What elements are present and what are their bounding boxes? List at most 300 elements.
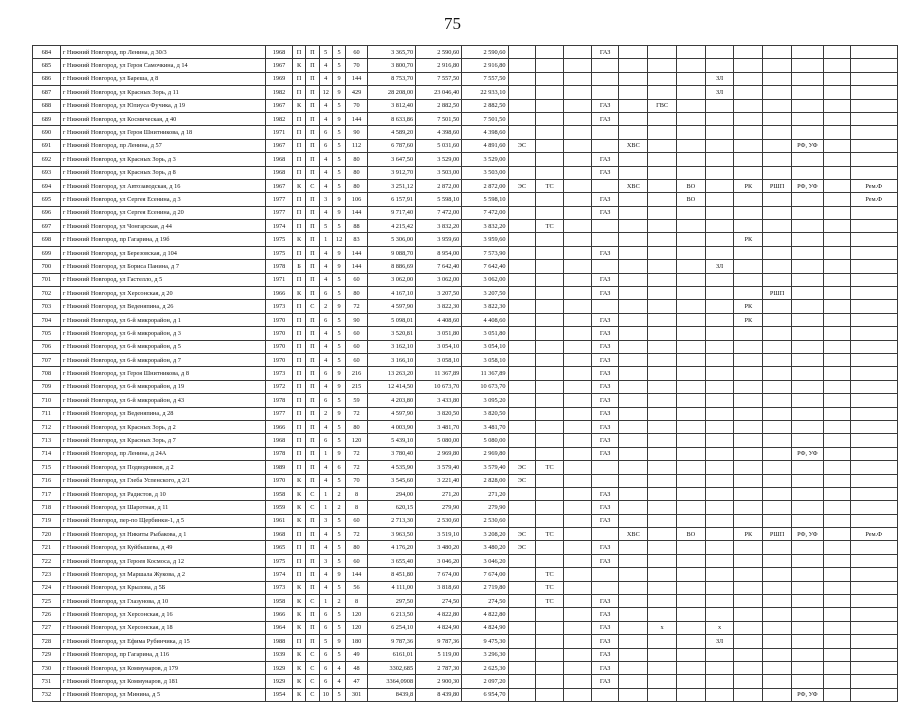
- cell-wall-material: П: [292, 407, 305, 420]
- cell-total-area: 3 062,00: [367, 273, 415, 286]
- cell-row-number: 690: [33, 126, 61, 139]
- cell-entrances: 2: [319, 300, 332, 313]
- cell-zl-mark: [705, 139, 734, 152]
- cell-address: г Нижний Новгород, ул Красных Зорь, д 8: [60, 166, 265, 179]
- cell-facade-mark: [791, 420, 823, 433]
- cell-zl-mark: [705, 608, 734, 621]
- cell-gaz-mark: [591, 568, 619, 581]
- cell-build-year: 1971: [266, 126, 293, 139]
- cell-remf-mark: [850, 595, 897, 608]
- table-row: [33, 581, 898, 594]
- cell-vo-mark: [676, 688, 705, 701]
- cell-rk-mark: РК: [734, 313, 763, 326]
- table-row: [33, 220, 898, 233]
- cell-gaz-mark: ГАЗ: [591, 153, 619, 166]
- cell-rk-mark: [734, 675, 763, 688]
- cell-gaz-mark: ГАЗ: [591, 407, 619, 420]
- table-row: [33, 367, 898, 380]
- cell-col-22: [823, 595, 850, 608]
- cell-floor-material: С: [306, 595, 319, 608]
- cell-floors: 2: [332, 487, 345, 500]
- cell-entrances: 4: [319, 273, 332, 286]
- cell-build-year: 1977: [266, 206, 293, 219]
- cell-rk-mark: [734, 688, 763, 701]
- cell-apartments: 70: [346, 59, 368, 72]
- cell-entrances: 4: [319, 353, 332, 366]
- cell-remf-mark: [850, 394, 897, 407]
- cell-col-22: [823, 568, 850, 581]
- cell-col-22: [823, 635, 850, 648]
- cell-wall-material: К: [292, 179, 305, 192]
- cell-address: г Нижний Новгород, ул Минина, д 5: [60, 688, 265, 701]
- cell-row-number: 684: [33, 46, 61, 59]
- cell-gvs-mark: [648, 300, 677, 313]
- cell-hvs-mark: [619, 313, 648, 326]
- cell-living-area: 11 367,89: [416, 367, 462, 380]
- cell-col-22: [823, 474, 850, 487]
- table-row: [33, 260, 898, 273]
- cell-living-area: 3 207,50: [416, 287, 462, 300]
- cell-wall-material: П: [292, 166, 305, 179]
- cell-floors: 5: [332, 313, 345, 326]
- cell-build-year: 1929: [266, 661, 293, 674]
- table-row: [33, 126, 898, 139]
- cell-residential-area: 3 062,00: [462, 273, 508, 286]
- cell-rshp-mark: [763, 461, 792, 474]
- cell-es-mark: [508, 420, 536, 433]
- cell-gvs-mark: [648, 287, 677, 300]
- table-row: [33, 434, 898, 447]
- cell-gaz-mark: ГАЗ: [591, 246, 619, 259]
- cell-living-area: 3 818,60: [416, 581, 462, 594]
- cell-address: г Нижний Новгород, ул Крылова, д 5Б: [60, 581, 265, 594]
- cell-rshp-mark: [763, 206, 792, 219]
- cell-rshp-mark: [763, 46, 792, 59]
- cell-col-12: [564, 327, 592, 340]
- cell-build-year: 1958: [266, 595, 293, 608]
- table-row: [33, 541, 898, 554]
- cell-gaz-mark: ГАЗ: [591, 447, 619, 460]
- cell-zl-mark: [705, 193, 734, 206]
- cell-floors: 5: [332, 273, 345, 286]
- cell-living-area: 2 872,00: [416, 179, 462, 192]
- table-row: [33, 528, 898, 541]
- cell-vo-mark: [676, 313, 705, 326]
- cell-remf-mark: Рем.Ф: [850, 193, 897, 206]
- cell-hvs-mark: [619, 99, 648, 112]
- cell-address: г Нижний Новгород, ул Героя Шнитникова, д 8: [60, 367, 265, 380]
- cell-facade-mark: [791, 126, 823, 139]
- cell-floors: 9: [332, 300, 345, 313]
- cell-floors: 9: [332, 206, 345, 219]
- cell-wall-material: П: [292, 313, 305, 326]
- cell-zl-mark: ЗЛ: [705, 86, 734, 99]
- cell-total-area: 4 215,42: [367, 220, 415, 233]
- cell-row-number: 717: [33, 487, 61, 500]
- cell-apartments: 120: [346, 608, 368, 621]
- cell-gaz-mark: [591, 233, 619, 246]
- table-row: [33, 461, 898, 474]
- cell-residential-area: 4 822,80: [462, 608, 508, 621]
- cell-hvs-mark: [619, 233, 648, 246]
- cell-gaz-mark: [591, 139, 619, 152]
- cell-hvs-mark: [619, 420, 648, 433]
- cell-entrances: 4: [319, 59, 332, 72]
- cell-col-12: [564, 420, 592, 433]
- cell-remf-mark: [850, 340, 897, 353]
- cell-build-year: 1966: [266, 608, 293, 621]
- cell-build-year: 1977: [266, 193, 293, 206]
- cell-entrances: 4: [319, 72, 332, 85]
- cell-gvs-mark: [648, 608, 677, 621]
- cell-residential-area: 4 408,60: [462, 313, 508, 326]
- cell-remf-mark: [850, 112, 897, 125]
- cell-es-mark: [508, 661, 536, 674]
- cell-gaz-mark: ГАЗ: [591, 554, 619, 567]
- cell-ts-mark: [536, 139, 564, 152]
- cell-wall-material: П: [292, 112, 305, 125]
- cell-apartments: 72: [346, 528, 368, 541]
- cell-facade-mark: [791, 166, 823, 179]
- cell-entrances: 2: [319, 407, 332, 420]
- cell-rk-mark: [734, 139, 763, 152]
- cell-living-area: 2 590,60: [416, 46, 462, 59]
- cell-total-area: 5 439,10: [367, 434, 415, 447]
- cell-es-mark: [508, 246, 536, 259]
- cell-remf-mark: [850, 46, 897, 59]
- cell-facade-mark: [791, 353, 823, 366]
- cell-gvs-mark: [648, 487, 677, 500]
- cell-ts-mark: [536, 635, 564, 648]
- cell-gaz-mark: ГАЗ: [591, 621, 619, 634]
- cell-entrances: 6: [319, 139, 332, 152]
- cell-remf-mark: [850, 327, 897, 340]
- cell-wall-material: П: [292, 461, 305, 474]
- cell-col-12: [564, 608, 592, 621]
- cell-col-22: [823, 420, 850, 433]
- cell-ts-mark: [536, 407, 564, 420]
- cell-gaz-mark: ГАЗ: [591, 648, 619, 661]
- table-row: [33, 487, 898, 500]
- cell-facade-mark: РФ, УФ: [791, 447, 823, 460]
- cell-total-area: 4 111,00: [367, 581, 415, 594]
- cell-address: г Нижний Новгород, ул Космическая, д 40: [60, 112, 265, 125]
- cell-build-year: 1975: [266, 554, 293, 567]
- cell-hvs-mark: [619, 595, 648, 608]
- cell-floors: 5: [332, 327, 345, 340]
- cell-gvs-mark: [648, 260, 677, 273]
- cell-ts-mark: ТС: [536, 581, 564, 594]
- cell-apartments: 144: [346, 112, 368, 125]
- cell-address: г Нижний Новгород, ул Куйбышева, д 49: [60, 541, 265, 554]
- cell-address: г Нижний Новгород, ул Никиты Рыбакова, д 1: [60, 528, 265, 541]
- cell-gvs-mark: [648, 206, 677, 219]
- cell-zl-mark: [705, 648, 734, 661]
- cell-col-22: [823, 447, 850, 460]
- cell-gvs-mark: [648, 434, 677, 447]
- cell-zl-mark: [705, 487, 734, 500]
- cell-total-area: 8 633,86: [367, 112, 415, 125]
- cell-ts-mark: [536, 447, 564, 460]
- cell-living-area: 3 221,40: [416, 474, 462, 487]
- cell-facade-mark: [791, 86, 823, 99]
- cell-rk-mark: [734, 193, 763, 206]
- cell-remf-mark: [850, 86, 897, 99]
- cell-floor-material: П: [306, 313, 319, 326]
- cell-build-year: 1977: [266, 407, 293, 420]
- cell-entrances: 6: [319, 287, 332, 300]
- cell-col-12: [564, 46, 592, 59]
- cell-row-number: 729: [33, 648, 61, 661]
- cell-living-area: 3 519,10: [416, 528, 462, 541]
- cell-floor-material: П: [306, 380, 319, 393]
- cell-vo-mark: [676, 300, 705, 313]
- cell-vo-mark: ВО: [676, 179, 705, 192]
- cell-total-area: 8439,8: [367, 688, 415, 701]
- cell-address: г Нижний Новгород, ул Бареша, д 8: [60, 72, 265, 85]
- cell-wall-material: К: [292, 608, 305, 621]
- cell-living-area: 7 501,50: [416, 112, 462, 125]
- cell-row-number: 711: [33, 407, 61, 420]
- cell-floor-material: П: [306, 568, 319, 581]
- cell-gvs-mark: [648, 59, 677, 72]
- cell-es-mark: [508, 300, 536, 313]
- cell-rshp-mark: [763, 434, 792, 447]
- cell-col-12: [564, 260, 592, 273]
- cell-rshp-mark: [763, 99, 792, 112]
- cell-residential-area: 4 824,90: [462, 621, 508, 634]
- cell-address: г Нижний Новгород, ул 6-й микрорайон, д 7: [60, 353, 265, 366]
- cell-remf-mark: [850, 474, 897, 487]
- cell-zl-mark: [705, 46, 734, 59]
- cell-row-number: 698: [33, 233, 61, 246]
- cell-living-area: 3 959,60: [416, 233, 462, 246]
- cell-residential-area: 4 891,60: [462, 139, 508, 152]
- cell-gvs-mark: [648, 394, 677, 407]
- cell-floor-material: П: [306, 139, 319, 152]
- cell-ts-mark: [536, 86, 564, 99]
- cell-apartments: 59: [346, 394, 368, 407]
- cell-address: г Нижний Новгород, ул Глазунова, д 10: [60, 595, 265, 608]
- cell-wall-material: Б: [292, 260, 305, 273]
- cell-hvs-mark: [619, 246, 648, 259]
- cell-gaz-mark: ГАЗ: [591, 340, 619, 353]
- cell-wall-material: П: [292, 380, 305, 393]
- cell-zl-mark: [705, 541, 734, 554]
- cell-total-area: 4 176,20: [367, 541, 415, 554]
- cell-floors: 5: [332, 474, 345, 487]
- cell-wall-material: П: [292, 220, 305, 233]
- cell-remf-mark: Рем.Ф: [850, 179, 897, 192]
- cell-entrances: 4: [319, 206, 332, 219]
- cell-vo-mark: [676, 635, 705, 648]
- cell-residential-area: 7 674,00: [462, 568, 508, 581]
- cell-ts-mark: [536, 153, 564, 166]
- cell-address: г Нижний Новгород, ул Героев Космоса, д 12: [60, 554, 265, 567]
- cell-hvs-mark: [619, 407, 648, 420]
- cell-apartments: 80: [346, 153, 368, 166]
- cell-es-mark: ЭС: [508, 528, 536, 541]
- cell-hvs-mark: [619, 112, 648, 125]
- cell-gvs-mark: [648, 246, 677, 259]
- cell-residential-area: 3 296,30: [462, 648, 508, 661]
- cell-apartments: 429: [346, 86, 368, 99]
- cell-floor-material: П: [306, 72, 319, 85]
- cell-hvs-mark: [619, 635, 648, 648]
- cell-hvs-mark: [619, 300, 648, 313]
- cell-floors: 5: [332, 166, 345, 179]
- cell-floor-material: П: [306, 246, 319, 259]
- cell-ts-mark: [536, 554, 564, 567]
- cell-gaz-mark: ГАЗ: [591, 595, 619, 608]
- cell-zl-mark: [705, 313, 734, 326]
- cell-living-area: 3 058,10: [416, 353, 462, 366]
- cell-rk-mark: [734, 487, 763, 500]
- cell-ts-mark: [536, 273, 564, 286]
- cell-row-number: 714: [33, 447, 61, 460]
- cell-living-area: 279,90: [416, 501, 462, 514]
- cell-vo-mark: [676, 661, 705, 674]
- cell-apartments: 48: [346, 661, 368, 674]
- cell-gaz-mark: ГАЗ: [591, 193, 619, 206]
- cell-rk-mark: [734, 541, 763, 554]
- cell-entrances: 4: [319, 420, 332, 433]
- cell-rshp-mark: [763, 72, 792, 85]
- cell-col-22: [823, 260, 850, 273]
- cell-floor-material: П: [306, 59, 319, 72]
- cell-gaz-mark: ГАЗ: [591, 675, 619, 688]
- cell-remf-mark: [850, 139, 897, 152]
- cell-row-number: 724: [33, 581, 61, 594]
- cell-hvs-mark: [619, 166, 648, 179]
- cell-rk-mark: РК: [734, 300, 763, 313]
- cell-entrances: 6: [319, 621, 332, 634]
- cell-wall-material: П: [292, 193, 305, 206]
- table-row: [33, 193, 898, 206]
- table-row: [33, 59, 898, 72]
- cell-zl-mark: [705, 300, 734, 313]
- cell-living-area: 2 530,60: [416, 514, 462, 527]
- cell-ts-mark: ТС: [536, 528, 564, 541]
- cell-col-12: [564, 193, 592, 206]
- cell-wall-material: К: [292, 487, 305, 500]
- cell-zl-mark: [705, 246, 734, 259]
- cell-gvs-mark: [648, 554, 677, 567]
- cell-col-12: [564, 568, 592, 581]
- cell-col-12: [564, 273, 592, 286]
- cell-build-year: 1974: [266, 568, 293, 581]
- cell-gaz-mark: ГАЗ: [591, 608, 619, 621]
- cell-residential-area: 271,20: [462, 487, 508, 500]
- table-row: [33, 595, 898, 608]
- cell-residential-area: 9 475,30: [462, 635, 508, 648]
- cell-build-year: 1978: [266, 394, 293, 407]
- cell-ts-mark: [536, 193, 564, 206]
- cell-vo-mark: [676, 86, 705, 99]
- cell-remf-mark: [850, 72, 897, 85]
- cell-total-area: 5 306,00: [367, 233, 415, 246]
- table-row: [33, 300, 898, 313]
- table-row: [33, 380, 898, 393]
- cell-ts-mark: [536, 621, 564, 634]
- cell-facade-mark: [791, 246, 823, 259]
- cell-hvs-mark: [619, 153, 648, 166]
- cell-floors: 5: [332, 541, 345, 554]
- cell-es-mark: ЭС: [508, 461, 536, 474]
- cell-living-area: 4 398,60: [416, 126, 462, 139]
- cell-total-area: 4 535,90: [367, 461, 415, 474]
- cell-col-12: [564, 407, 592, 420]
- cell-total-area: 4 003,90: [367, 420, 415, 433]
- cell-es-mark: ЭС: [508, 541, 536, 554]
- cell-floor-material: П: [306, 420, 319, 433]
- cell-rshp-mark: [763, 112, 792, 125]
- cell-wall-material: К: [292, 514, 305, 527]
- cell-floor-material: П: [306, 220, 319, 233]
- cell-remf-mark: [850, 648, 897, 661]
- cell-gvs-mark: [648, 514, 677, 527]
- cell-remf-mark: [850, 501, 897, 514]
- cell-residential-area: 3 208,20: [462, 528, 508, 541]
- cell-address: г Нижний Новгород, ул Героя Самочкина, д 14: [60, 59, 265, 72]
- cell-zl-mark: ЗЛ: [705, 635, 734, 648]
- cell-gvs-mark: [648, 447, 677, 460]
- cell-residential-area: 2 097,20: [462, 675, 508, 688]
- cell-facade-mark: [791, 474, 823, 487]
- cell-gaz-mark: [591, 126, 619, 139]
- cell-col-12: [564, 447, 592, 460]
- cell-floor-material: П: [306, 126, 319, 139]
- cell-col-22: [823, 675, 850, 688]
- cell-floor-material: С: [306, 179, 319, 192]
- cell-build-year: 1959: [266, 501, 293, 514]
- cell-col-22: [823, 648, 850, 661]
- cell-total-area: 297,50: [367, 595, 415, 608]
- cell-hvs-mark: [619, 621, 648, 634]
- cell-rshp-mark: [763, 246, 792, 259]
- cell-remf-mark: Рем.Ф: [850, 528, 897, 541]
- cell-es-mark: [508, 554, 536, 567]
- cell-floor-material: П: [306, 353, 319, 366]
- cell-rshp-mark: [763, 675, 792, 688]
- table-row: [33, 72, 898, 85]
- table-row: [33, 501, 898, 514]
- cell-es-mark: [508, 595, 536, 608]
- cell-living-area: 5 598,10: [416, 193, 462, 206]
- cell-rshp-mark: [763, 313, 792, 326]
- cell-living-area: 3 503,00: [416, 166, 462, 179]
- cell-ts-mark: [536, 474, 564, 487]
- table-row: [33, 420, 898, 433]
- cell-row-number: 697: [33, 220, 61, 233]
- cell-total-area: 620,15: [367, 501, 415, 514]
- cell-address: г Нижний Новгород, ул Красных Зорь, д 3: [60, 153, 265, 166]
- cell-wall-material: П: [292, 273, 305, 286]
- cell-floors: 5: [332, 126, 345, 139]
- cell-col-12: [564, 287, 592, 300]
- cell-floor-material: П: [306, 528, 319, 541]
- cell-total-area: 9 717,40: [367, 206, 415, 219]
- cell-vo-mark: [676, 273, 705, 286]
- cell-rshp-mark: [763, 661, 792, 674]
- cell-vo-mark: [676, 394, 705, 407]
- cell-hvs-mark: [619, 287, 648, 300]
- cell-apartments: 80: [346, 166, 368, 179]
- cell-address: г Нижний Новгород, пр Ленина, д 24А: [60, 447, 265, 460]
- cell-entrances: 12: [319, 86, 332, 99]
- cell-ts-mark: [536, 487, 564, 500]
- cell-rshp-mark: [763, 340, 792, 353]
